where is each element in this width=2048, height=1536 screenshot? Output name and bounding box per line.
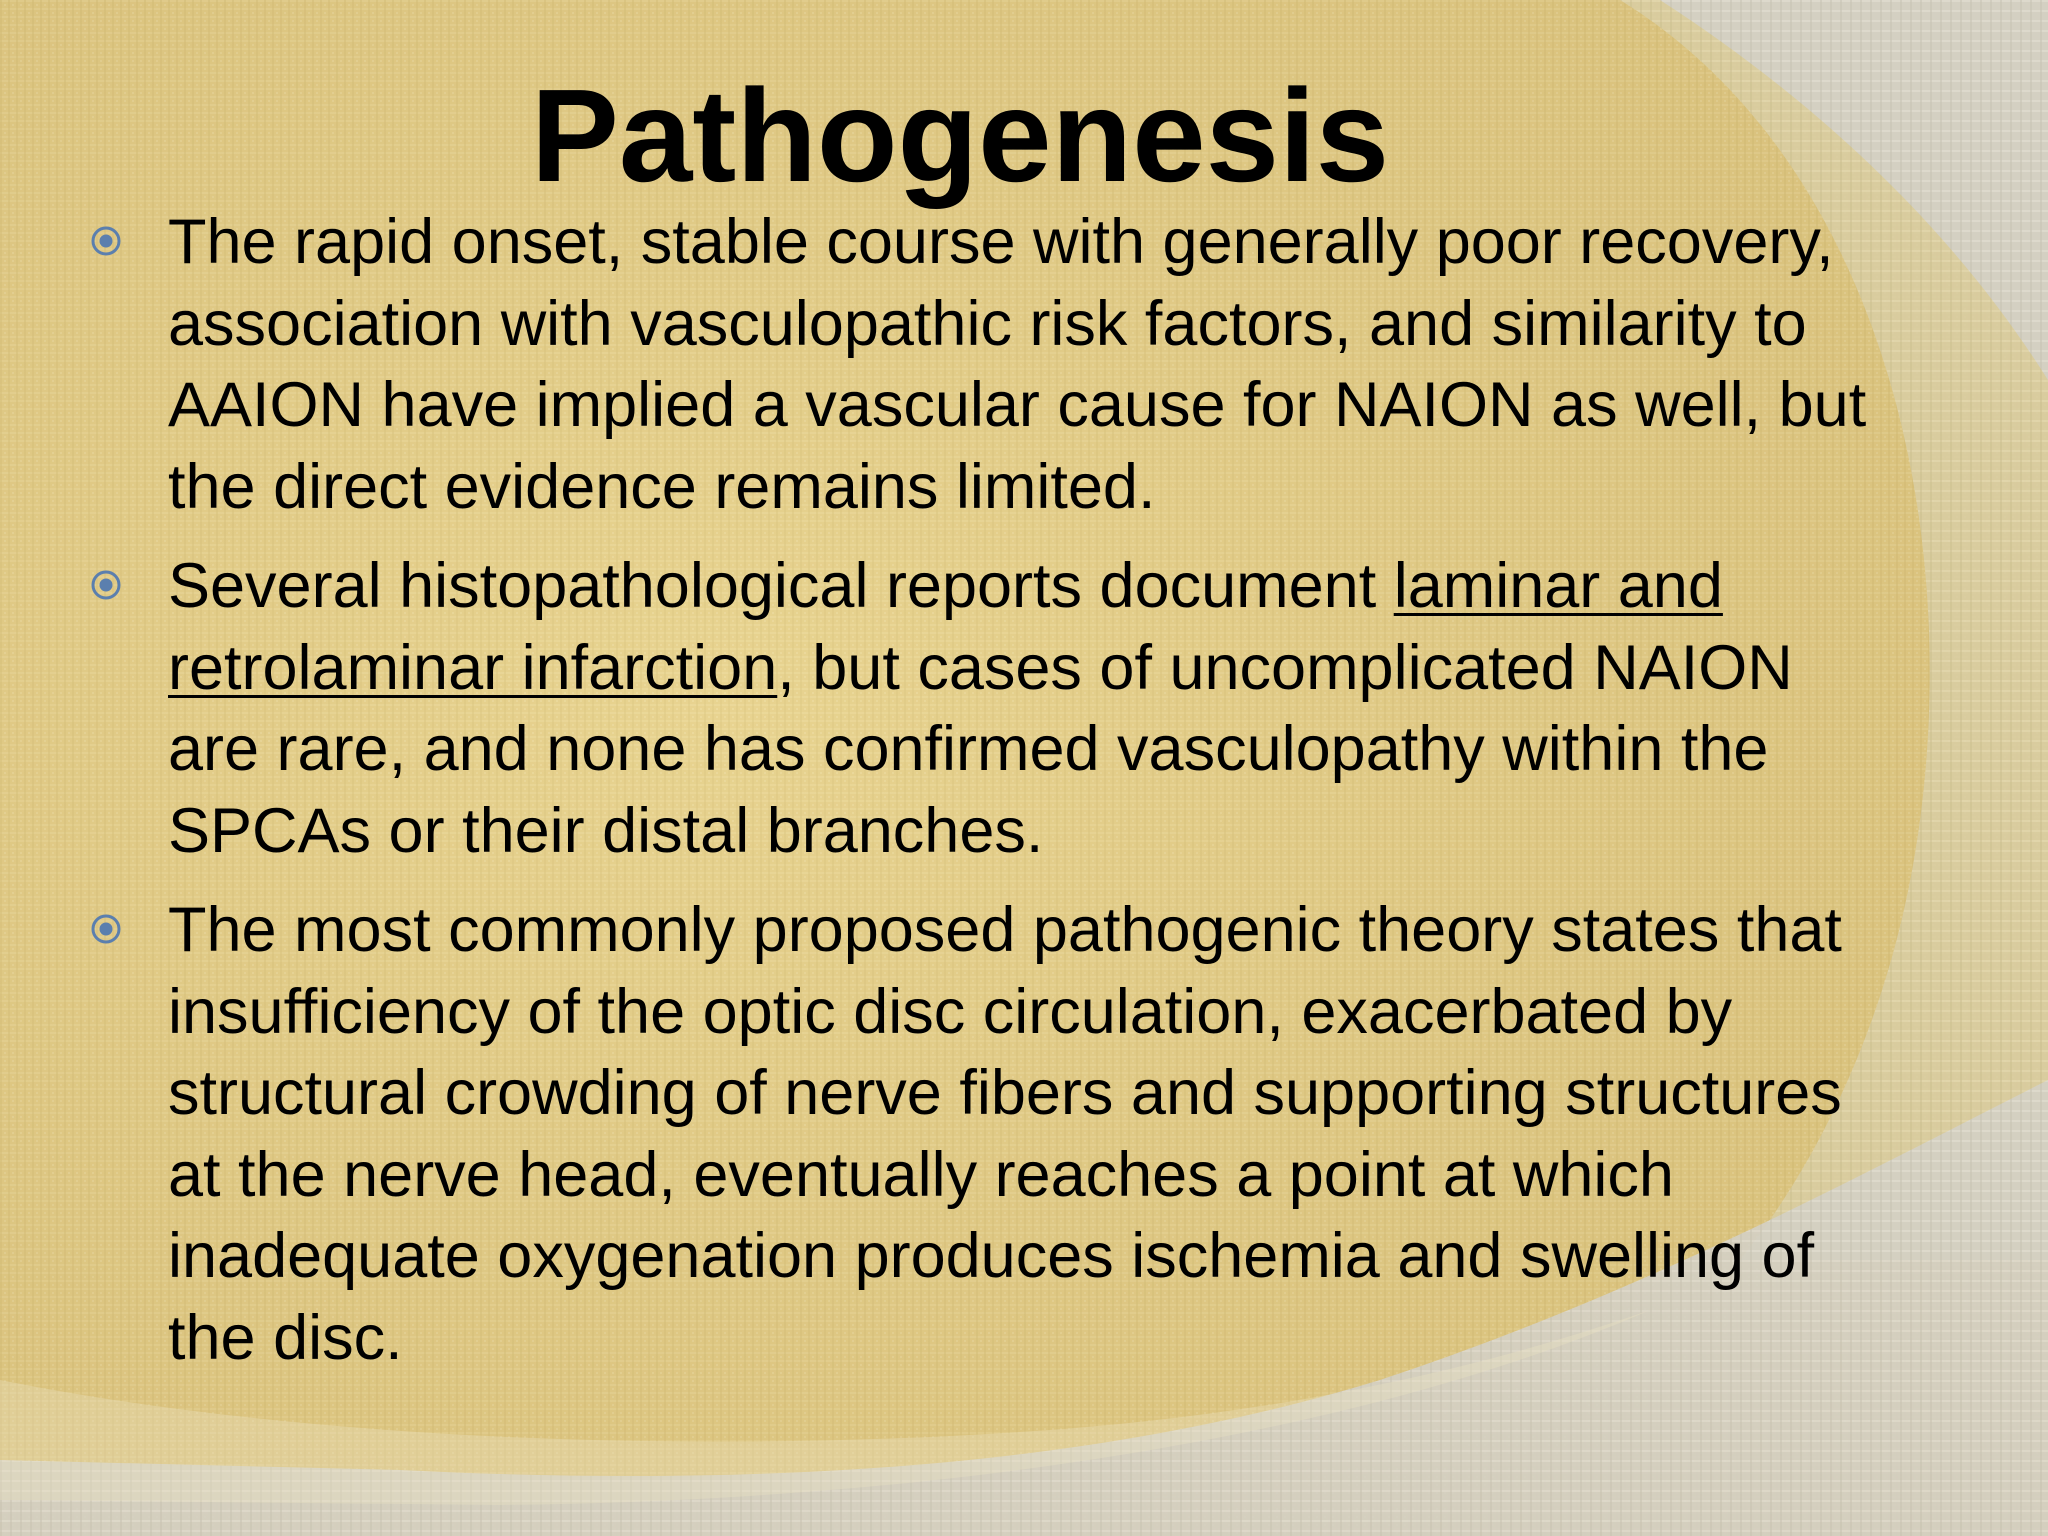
bullet-item-2 xyxy=(90,546,1890,872)
bullet-item-3 xyxy=(90,890,1890,1379)
bullet-text-2-after: , but cases of uncomplicated NAION are rare, and none has confirmed vasculopathy within the SPCAs or their distal branches. xyxy=(168,632,1793,866)
bullet-text-2 xyxy=(168,546,1890,872)
circled-dot-bullet-icon xyxy=(90,913,122,945)
bullet-item-1 xyxy=(90,202,1890,528)
bullet-text-3: The most commonly proposed pathogenic theory states that insufficiency of the optic disc circulation, exacerbated by structural crowding of nerve fibers and supporting structures at the nerve head, eventually reaches a point at which inadequate oxygenation produces ischemia and swelling of the disc. xyxy=(168,895,1842,1373)
circled-dot-bullet-icon xyxy=(90,569,122,601)
underlined-term: laminar and retrolaminar infarction xyxy=(168,551,1723,703)
bullet-text-2-before: Several histopathological reports document xyxy=(168,551,1394,621)
slide-title: Pathogenesis xyxy=(530,62,1390,209)
bullet-text-1: The rapid onset, stable course with generally poor recovery, association with vasculopathic risk factors, and similarity to AAION have implied a vascular cause for NAION as well, but the direct evidence remains limited. xyxy=(168,207,1867,522)
circled-dot-bullet-icon xyxy=(90,225,122,257)
bullet-list xyxy=(90,202,1890,1397)
